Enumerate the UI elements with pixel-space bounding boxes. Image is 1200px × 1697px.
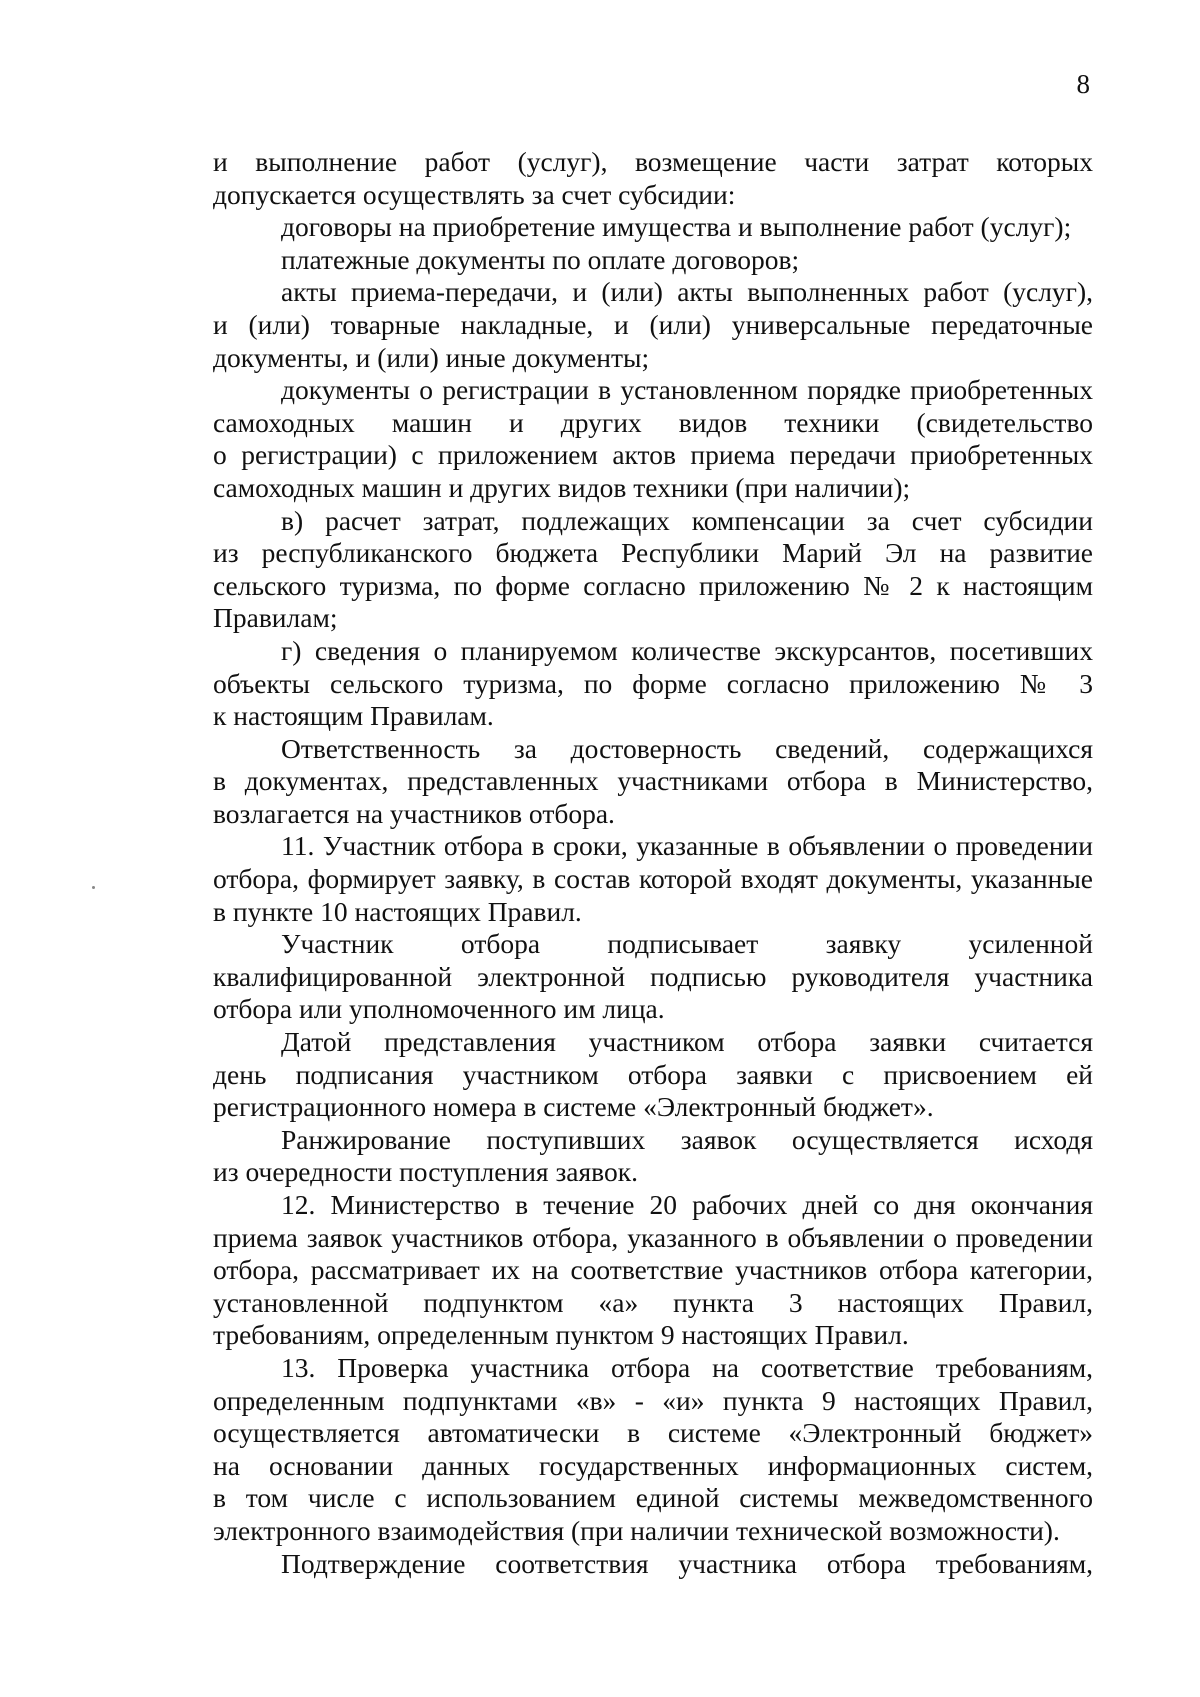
text-line: из очередности поступления заявок. (213, 1156, 638, 1188)
text-line: приема заявок участников отбора, указанного в объявлении о проведении (213, 1221, 1093, 1253)
text-line: на основании данных государственных информационных систем, (213, 1449, 1093, 1481)
text-line: 11. Участник отбора в сроки, указанные в объявлении о проведении (281, 830, 1093, 862)
text-line: Датой представления участником отбора заявки считается (281, 1026, 1093, 1058)
text-line: сельского туризма, по форме согласно приложению № 2 к настоящим (213, 569, 1093, 601)
page-number: 8 (1076, 69, 1090, 99)
text-line: требованиям, определенным пунктом 9 настоящих Правил. (213, 1319, 909, 1351)
text-line: отбора, формирует заявку, в состав которой входят документы, указанные (213, 863, 1093, 895)
text-line: документы о регистрации в установленном порядке приобретенных (281, 374, 1093, 406)
text-line: из республиканского бюджета Республики Марий Эл на развитие (213, 537, 1093, 569)
text-line: о регистрации) с приложением актов приема передачи приобретенных (213, 439, 1093, 471)
text-line: самоходных машин и других видов техники (при наличии); (213, 471, 911, 503)
text-line: Ранжирование поступивших заявок осуществляется исходя (281, 1123, 1093, 1155)
text-line: допускается осуществлять за счет субсидии: (213, 178, 736, 210)
text-line: квалифицированной электронной подписью руководителя участника (213, 960, 1093, 992)
text-line: акты приема-передачи, и (или) акты выполненных работ (услуг), (281, 276, 1093, 308)
text-line: 12. Министерство в течение 20 рабочих дней со дня окончания (281, 1189, 1093, 1220)
text-line: в том числе с использованием единой системы межведомственного (213, 1482, 1093, 1514)
text-line: г) сведения о планируемом количестве экскурсантов, посетивших (281, 634, 1093, 666)
text-line: в документах, представленных участниками отбора в Министерство, (213, 765, 1093, 797)
text-line: Подтверждение соответствия участника отбора требованиям, (281, 1547, 1093, 1579)
text-line: платежные документы по оплате договоров; (281, 243, 800, 275)
text-line: в пункте 10 настоящих Правил. (213, 895, 582, 927)
text-line: и (или) товарные накладные, и (или) универсальные передаточные (213, 308, 1093, 340)
text-line: отбора, рассматривает их на соответствие участников отбора категории, (213, 1254, 1093, 1286)
text-line: самоходных машин и других видов техники (свидетельство (213, 406, 1093, 438)
text-line: отбора или уполномоченного им лица. (213, 993, 665, 1025)
text-line: возлагается на участников отбора. (213, 797, 615, 829)
text-line: осуществляется автоматически в системе «Электронный бюджет» (213, 1417, 1093, 1449)
document-body (213, 146, 1093, 1580)
text-line: день подписания участником отбора заявки с присвоением ей (213, 1058, 1093, 1090)
text-line: регистрационного номера в системе «Электронный бюджет». (213, 1091, 934, 1123)
scan-speck (92, 886, 95, 889)
text-line: Ответственность за достоверность сведений, содержащихся (281, 732, 1093, 764)
text-line: документы, и (или) иные документы; (213, 341, 650, 373)
text-line: установленной подпунктом «а» пункта 3 настоящих Правил, (213, 1286, 1093, 1318)
text-line: определенным подпунктами «в» - «и» пункта 9 настоящих Правил, (213, 1384, 1093, 1416)
text-line: 13. Проверка участника отбора на соответствие требованиям, (281, 1351, 1093, 1383)
text-line: Участник отбора подписывает заявку усиленной (281, 928, 1093, 960)
text-line: к настоящим Правилам. (213, 700, 494, 732)
text-line: и выполнение работ (услуг), возмещение части затрат которых (213, 146, 1093, 177)
text-line: объекты сельского туризма, по форме согласно приложению № 3 (213, 667, 1093, 699)
text-line: договоры на приобретение имущества и выполнение работ (услуг); (281, 211, 1072, 243)
text-line: в) расчет затрат, подлежащих компенсации за счет субсидии (281, 504, 1093, 536)
text-line: электронного взаимодействия (при наличии технической возможности). (213, 1514, 1060, 1546)
text-line: Правилам; (213, 602, 338, 634)
